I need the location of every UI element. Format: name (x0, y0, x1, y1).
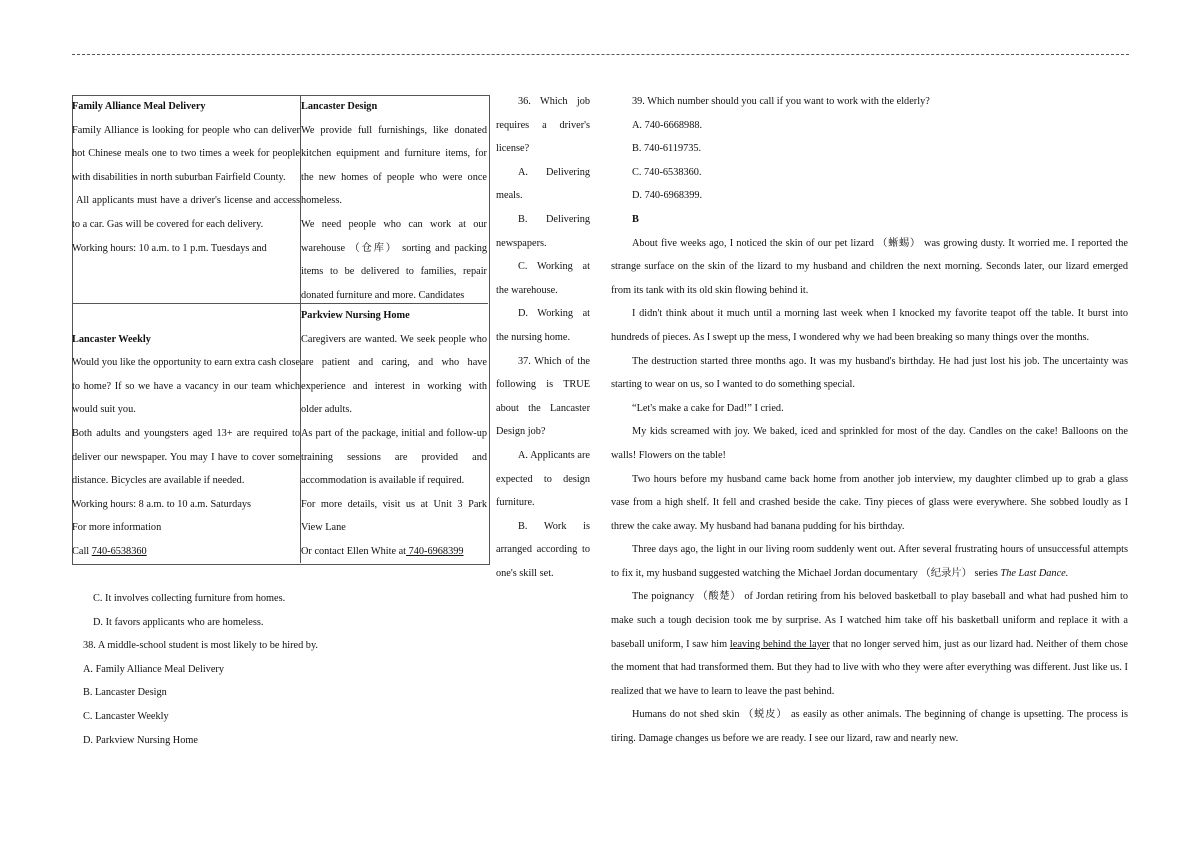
ad-paragraph: Caregivers are wanted. We seek people who are patient and caring, and who have experience and interest in working with older adults. (301, 333, 487, 416)
question-37: 37. Which of the following is TRUE about the Lancaster Design job? (496, 355, 590, 438)
option-39-a: A. 740-6668988. (632, 119, 703, 131)
ad-contact (301, 540, 487, 562)
passage-paragraph: “Let's make a cake for Dad!” I cried. (632, 402, 784, 414)
ad-title: Family Alliance Meal Delivery (72, 101, 206, 112)
passage-paragraph: My kids screamed with joy. We baked, iced and sprinkled for most of the day. Candles on the cake! Balloons on the walls! Flowers on the table! (611, 426, 1128, 461)
documentary-title: The Last Dance. (1000, 567, 1069, 579)
passage-paragraph: I didn't think about it much until a morning last week when I knocked my favorite teapot off the table. It burst into hundreds of pieces. As I swept up the mess, I wondered why we had been breaking so many things over the months. (611, 308, 1128, 343)
questions-column (496, 90, 590, 585)
option-38-c: C. Lancaster Weekly (83, 710, 169, 722)
underlined-phrase: leaving behind the layer (729, 638, 830, 650)
passage-paragraph: Humans do not shed skin （蜕皮） as easily as other animals. The beginning of change is upsetting. The process is tiring. Damage changes us before we are ready. I see our lizard, raw and nearly new. (611, 709, 1128, 745)
paragraph-text: that no longer served him, just as our lizard had. Neither of them chose the moment that had transformed them. But they had to live with who they were after everything was different. Just like us. I realized that we have to learn to leave the past behind. (611, 638, 1128, 697)
contact-prefix: Or contact Ellen White at (301, 545, 407, 557)
ad-paragraph: As part of the package, initial and follow-up training sessions are provided and accommodation is available if required. (301, 427, 487, 487)
ad-paragraph: Would you like the opportunity to earn extra cash close to home? If so we have a vacancy in our team which would suit you. (72, 357, 300, 416)
ad-title: Parkview Nursing Home (301, 310, 410, 321)
ad-paragraph: For more information (72, 522, 162, 534)
questions-below-table (83, 587, 493, 752)
passage-paragraph: Two hours before my husband came back home from another job interview, my daughter climbed up to grab a glass vase from a high shelf. It fell and crashed beside the cake. Tiny pieces of glass were everywhere. She sobbed loudly as I threw the cake away. My husband had banana pudding for his birthday. (611, 473, 1128, 532)
ad-paragraph: We need people who can work at our warehouse （仓库） sorting and packing items to be delivered to families, repair donated furniture and more. Candidates (301, 218, 487, 301)
ad-title: Lancaster Weekly (72, 333, 151, 345)
option-36-c: C. Working at the warehouse. (496, 261, 590, 296)
option-38-b: B. Lancaster Design (83, 687, 167, 699)
option-36-a: A. Delivering meals. (496, 166, 590, 202)
ad-contact (72, 540, 300, 562)
passage-paragraph: About five weeks ago, I noticed the skin of our pet lizard （蜥蜴） was growing dusty. It worried me. I reported the strange surface on the skin of the lizard to my husband and children the next morning. Seconds later, our lizard emerged from its tank with its old skin flowing behind it. (611, 237, 1128, 296)
contact-prefix: Call (72, 545, 92, 557)
ad-paragraph: Working hours: 8 a.m. to 10 a.m. Saturdays (72, 498, 252, 510)
ad-paragraph: Working hours: 10 a.m. to 1 p.m. Tuesdays and (72, 242, 267, 254)
passage-label: B (632, 213, 639, 225)
option-39-b: B. 740-6119735. (632, 143, 702, 155)
ad-family-alliance (72, 95, 300, 303)
ad-lancaster-weekly (72, 304, 300, 562)
phone-number: 740-6538360 (91, 545, 147, 557)
option-36-d: D. Working at the nursing home. (496, 308, 590, 343)
phone-number: 740-6968399 (406, 545, 464, 557)
ad-paragraph: For more details, visit us at Unit 3 Park View Lane (301, 498, 487, 534)
ad-paragraph: Both adults and youngsters aged 13+ are required to deliver our newspaper. You may I have to cover some distance. Bicycles are available if needed. (72, 427, 300, 487)
ad-lancaster-design (301, 95, 487, 303)
question-38: 38. A middle-school student is most likely to be hired by. (83, 640, 318, 652)
option-37-d: D. It favors applicants who are homeless. (93, 616, 264, 628)
ad-spacer (72, 304, 300, 328)
paragraph-text: The poignancy （酸楚） of Jordan retiring from his beloved basketball to play baseball and what had pushed him to make such a tough decision took me by surprise. As I watched him take off his basketball uniform and replace it with a baseball uniform, I saw him (611, 591, 1128, 650)
option-36-b: B. Delivering newspapers. (496, 213, 590, 249)
ad-paragraph: All applicants must have a driver's license and access to a car. Gas will be covered for each delivery. (72, 195, 300, 230)
option-37-a: A. Applicants are expected to design furniture. (496, 449, 590, 509)
ad-title: Lancaster Design (301, 101, 378, 112)
passage-paragraph: The destruction started three months ago. It was my husband's birthday. He had just lost his job. The uncertainty was starting to wear on us, so I wanted to do something special. (611, 355, 1128, 391)
ad-paragraph: Family Alliance is looking for people who can deliver hot Chinese meals one to two times a week for people with disabilities in north suburban Fairfield County. (72, 124, 300, 183)
ad-parkview (301, 304, 487, 562)
option-38-a: A. Family Alliance Meal Delivery (83, 663, 224, 675)
passage-paragraph (611, 585, 1128, 703)
option-38-d: D. Parkview Nursing Home (83, 734, 198, 746)
right-column (611, 90, 1128, 751)
option-37-c: C. It involves collecting furniture from homes. (93, 593, 286, 604)
header-divider (72, 54, 1129, 55)
option-37-b: B. Work is arranged according to one's skill set. (496, 520, 590, 579)
question-36: 36. Which job requires a driver's license? (496, 96, 590, 155)
option-39-d: D. 740-6968399. (632, 190, 703, 202)
option-39-c: C. 740-6538360. (632, 166, 702, 178)
ad-paragraph: We provide full furnishings, like donated kitchen equipment and furniture items, for the new homes of people who were once homeless. (301, 124, 487, 207)
question-39: 39. Which number should you call if you want to work with the elderly? (632, 96, 930, 107)
passage-paragraph (611, 538, 1128, 585)
paragraph-text: Three days ago, the light in our living room suddenly went out. After several frustrating hours of unsuccessful attempts to fix it, my husband suggested watching the Michael Jordan documentary （纪录片） series (611, 544, 1128, 579)
